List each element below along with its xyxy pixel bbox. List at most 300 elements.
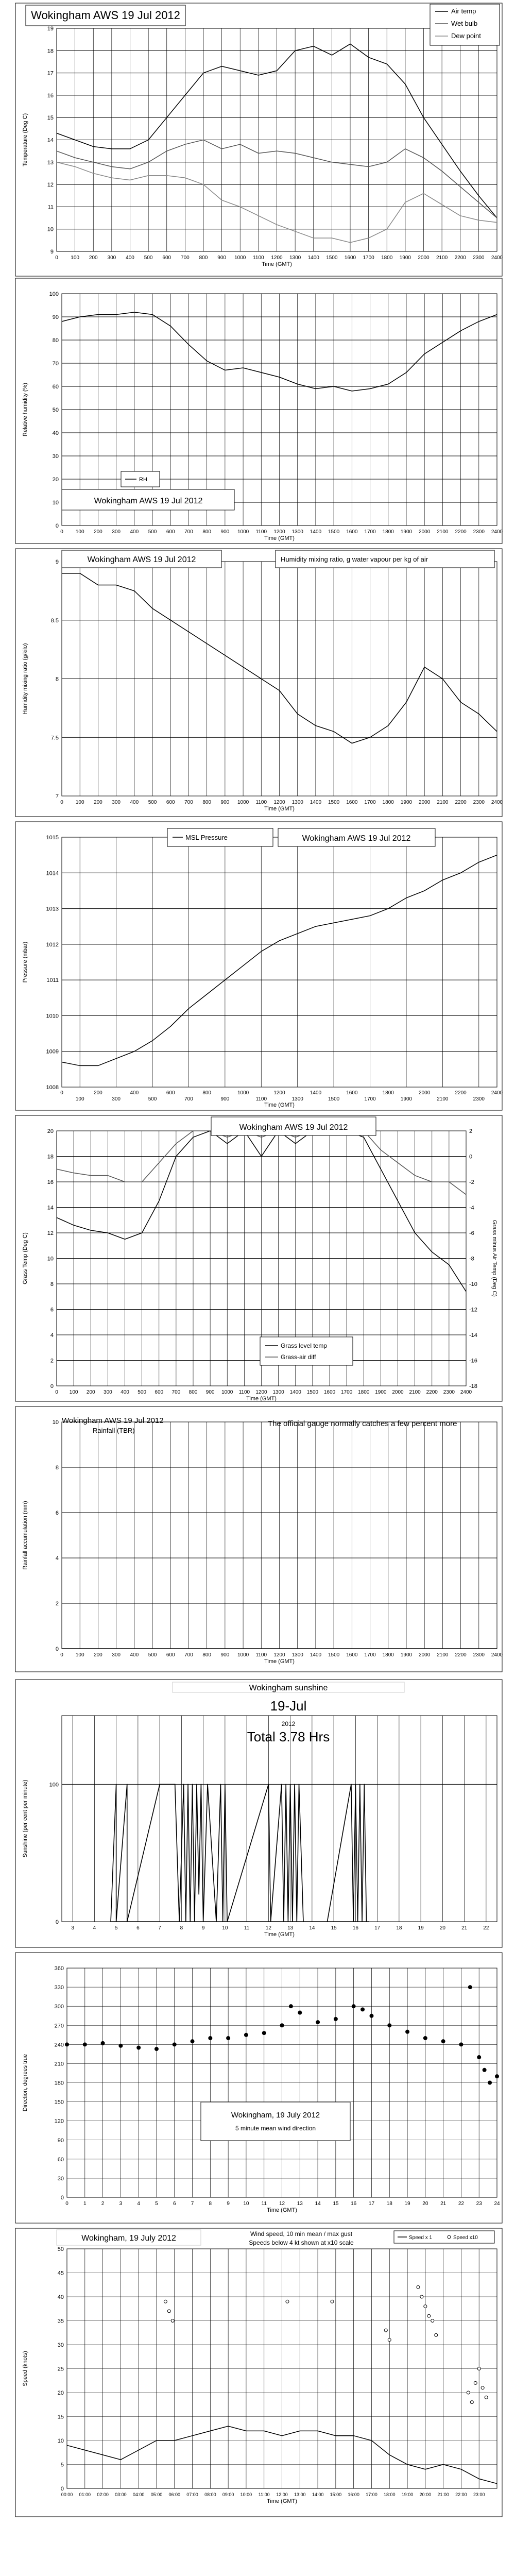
y-tick-label: 50 <box>52 407 59 413</box>
data-point <box>431 2319 434 2323</box>
x-tick-label: 1400 <box>289 1389 301 1395</box>
x-tick-label: 23:00 <box>473 2492 485 2497</box>
chart-subtitle: Wind speed, 10 min mean / max gust <box>250 2230 353 2238</box>
legend-entry: Dew point <box>451 32 481 40</box>
x-tick-label: 800 <box>188 1389 198 1395</box>
data-point <box>467 2391 470 2394</box>
x-tick-label: 19:00 <box>401 2492 414 2497</box>
data-point <box>285 1784 286 1785</box>
x-tick-label: 1200 <box>273 800 285 805</box>
data-point <box>366 1921 367 1922</box>
x-tick-label: 200 <box>94 1090 102 1096</box>
x-tick-label: 2200 <box>454 255 466 261</box>
data-point <box>268 1784 269 1785</box>
data-point <box>244 2033 248 2037</box>
x-tick-label: 3 <box>119 2201 123 2207</box>
x-tick-label: 2400 <box>491 1090 503 1096</box>
y-tick-label: 8.5 <box>50 617 59 624</box>
y-tick-label: 1015 <box>46 835 59 841</box>
y-tick-label: 240 <box>54 2042 64 2048</box>
y-tick-label: 13 <box>47 159 54 166</box>
x-tick-label: 1000 <box>237 800 249 805</box>
y-tick-label: 45 <box>57 2270 64 2277</box>
legend-entry: Grass-air diff <box>281 1353 316 1361</box>
x-tick-label: 1300 <box>291 1096 303 1102</box>
y2-tick-label: 2 <box>469 1128 473 1134</box>
x-tick-label: 700 <box>184 1652 193 1658</box>
data-point <box>481 2386 484 2389</box>
x-axis-label: Time (GMT) <box>262 261 292 267</box>
x-tick-label: 1700 <box>341 1389 353 1395</box>
x-tick-label: 1700 <box>364 1096 376 1102</box>
x-tick-label: 1700 <box>364 529 376 535</box>
x-tick-label: 700 <box>171 1389 181 1395</box>
data-point <box>187 1784 188 1785</box>
y-tick-label: 1009 <box>46 1048 59 1055</box>
y-tick-label: 40 <box>52 430 59 436</box>
x-tick-label: 17 <box>374 1925 381 1931</box>
plot-area <box>62 837 497 1087</box>
data-point <box>227 2036 230 2040</box>
x-tick-label: 300 <box>112 1096 121 1102</box>
x-axis-label: Time (GMT) <box>264 1658 295 1665</box>
x-tick-label: 1500 <box>328 1652 340 1658</box>
x-tick-label: 3 <box>71 1925 74 1931</box>
data-point <box>190 1921 191 1922</box>
data-point <box>175 1784 176 1785</box>
x-tick-label: 9 <box>227 2201 230 2207</box>
x-tick-label: 1100 <box>238 1389 250 1395</box>
y-tick-label: 14 <box>47 137 54 144</box>
data-point <box>459 2043 463 2046</box>
x-tick-label: 100 <box>75 529 84 535</box>
y-tick-label: 4 <box>55 1555 59 1562</box>
x-tick-label: 1000 <box>234 255 246 261</box>
x-tick-label: 600 <box>166 529 175 535</box>
x-tick-label: 1400 <box>310 529 322 535</box>
chart-panel-1 <box>15 3 503 276</box>
x-tick-label: 4 <box>93 1925 96 1931</box>
y-tick-label: 7.5 <box>50 735 59 741</box>
x-tick-label: 2400 <box>491 529 503 535</box>
x-tick-label: 19 <box>404 2201 410 2207</box>
chart-panel-6 <box>15 1406 503 1672</box>
x-tick-label: 200 <box>86 1389 95 1395</box>
x-tick-label: 1600 <box>346 529 358 535</box>
x-tick-label: 2200 <box>426 1389 438 1395</box>
data-point <box>198 1894 199 1895</box>
y-tick-label: 100 <box>49 291 59 297</box>
data-point <box>119 2044 123 2047</box>
x-tick-label: 300 <box>112 529 121 535</box>
y-tick-label: 50 <box>57 2246 64 2252</box>
x-tick-label: 24 <box>494 2201 500 2207</box>
x-tick-label: 22 <box>458 2201 464 2207</box>
x-tick-label: 8 <box>180 1925 183 1931</box>
data-point <box>298 2011 302 2014</box>
y2-axis-label: Grass minus Air Temp (Deg C) <box>491 1220 497 1297</box>
y-tick-label: 60 <box>52 384 59 390</box>
x-axis-label: Time (GMT) <box>264 1931 295 1938</box>
chart-panel-2 <box>15 278 503 544</box>
x-tick-label: 1700 <box>364 800 376 805</box>
x-tick-label: 1800 <box>382 1090 394 1096</box>
x-tick-label: 1500 <box>328 529 340 535</box>
y-axis-label: Rainfall accumulation (mm) <box>22 1501 28 1570</box>
y-tick-label: 1013 <box>46 906 59 912</box>
y-tick-label: 14 <box>47 1205 54 1211</box>
legend-box <box>260 1337 353 1365</box>
y2-tick-label: -6 <box>469 1230 474 1236</box>
y-tick-label: 100 <box>49 1782 59 1788</box>
data-point <box>65 2043 69 2046</box>
data-point <box>288 1921 289 1922</box>
data-point <box>83 2043 87 2046</box>
y-tick-label: 16 <box>47 1179 54 1185</box>
data-point <box>441 2040 445 2043</box>
data-point <box>207 1784 208 1785</box>
chart-title: Wokingham AWS 19 Jul 2012 <box>94 497 203 505</box>
data-point <box>154 2047 158 2050</box>
data-point <box>384 2329 387 2332</box>
x-axis-label: Time (GMT) <box>264 806 295 812</box>
chart-panel-9 <box>15 2228 502 2517</box>
x-tick-label: 18 <box>386 2201 392 2207</box>
y-tick-label: 30 <box>57 2342 64 2348</box>
x-tick-label: 100 <box>75 1652 84 1658</box>
data-point <box>179 1921 180 1922</box>
y-tick-label: 25 <box>57 2366 64 2372</box>
x-tick-label: 400 <box>130 1652 139 1658</box>
y-tick-label: 300 <box>54 2004 64 2010</box>
data-point <box>477 2056 481 2059</box>
y-tick-label: 8 <box>50 1281 54 1287</box>
y-tick-label: 1010 <box>46 1013 59 1020</box>
y-tick-label: 8 <box>55 1465 59 1471</box>
chart-note: The official gauge normally catches a few percent more <box>268 1419 457 1428</box>
y-tick-label: 5 <box>60 2462 64 2468</box>
y-tick-label: 12 <box>47 1230 54 1236</box>
x-tick-label: 2400 <box>491 800 503 805</box>
x-tick-label: 2400 <box>460 1389 472 1395</box>
data-point <box>474 2381 477 2384</box>
x-tick-label: 2300 <box>473 255 485 261</box>
y2-tick-label: -16 <box>469 1358 477 1364</box>
x-tick-label: 02:00 <box>97 2492 109 2497</box>
x-tick-label: 900 <box>220 1096 230 1102</box>
x-tick-label: 100 <box>75 1096 84 1102</box>
y-tick-label: 20 <box>52 477 59 483</box>
legend-entry: Speed x 1 <box>409 2235 433 2241</box>
chart-title: Wokingham, 19 July 2012 <box>231 2111 320 2120</box>
data-point <box>485 2396 488 2399</box>
y-tick-label: 0 <box>55 1646 59 1652</box>
data-point <box>355 1784 356 1785</box>
x-tick-label: 11 <box>244 1925 250 1931</box>
x-tick-label: 1800 <box>381 255 393 261</box>
y-tick-label: 9 <box>55 559 59 565</box>
x-tick-label: 19 <box>418 1925 424 1931</box>
x-tick-label: 1000 <box>237 529 249 535</box>
y-axis-label: Grass Temp (Deg C) <box>22 1232 28 1284</box>
x-tick-label: 1500 <box>306 1389 318 1395</box>
x-tick-label: 500 <box>138 1389 146 1395</box>
y-tick-label: 10 <box>57 2438 64 2444</box>
data-point <box>191 2040 194 2043</box>
x-tick-label: 16:00 <box>348 2492 359 2497</box>
data-point <box>406 2030 409 2033</box>
x-tick-label: 1400 <box>310 1652 322 1658</box>
x-tick-label: 1400 <box>310 800 322 805</box>
data-point <box>192 1784 193 1785</box>
y2-tick-label: -14 <box>469 1332 477 1338</box>
legend-entry: MSL Pressure <box>185 834 228 841</box>
y-tick-label: 0 <box>60 2195 64 2201</box>
x-tick-label: 23 <box>476 2201 482 2207</box>
y-tick-label: 90 <box>52 314 59 320</box>
sunshine-year: 2012 <box>281 1720 296 1727</box>
y-tick-label: 180 <box>54 2080 64 2087</box>
x-tick-label: 10:00 <box>240 2492 252 2497</box>
x-tick-label: 21 <box>440 2201 447 2207</box>
x-tick-label: 15 <box>333 2201 339 2207</box>
sunshine-total: Total 3.78 Hrs <box>247 1729 330 1744</box>
x-tick-label: 800 <box>202 1090 212 1096</box>
data-point <box>292 1921 293 1922</box>
x-tick-label: 20:00 <box>419 2492 432 2497</box>
chart-panel-5 <box>15 1115 502 1402</box>
data-point <box>316 2021 320 2024</box>
x-tick-label: 06:00 <box>168 2492 181 2497</box>
x-tick-label: 700 <box>181 255 190 261</box>
y-tick-label: 7 <box>55 793 59 800</box>
sunshine-date: 19-Jul <box>270 1698 307 1714</box>
x-tick-label: 2300 <box>473 1652 485 1658</box>
data-point <box>370 2014 373 2018</box>
x-tick-label: 1500 <box>328 800 340 805</box>
x-tick-label: 2100 <box>437 1652 449 1658</box>
y-tick-label: 6 <box>50 1307 54 1313</box>
x-tick-label: 1400 <box>310 1090 322 1096</box>
x-tick-label: 8 <box>209 2201 212 2207</box>
y-tick-label: 11 <box>47 204 54 211</box>
x-tick-label: 2400 <box>491 1652 503 1658</box>
y-tick-label: 30 <box>52 453 59 460</box>
data-point <box>283 1921 284 1922</box>
data-point <box>116 1784 117 1785</box>
data-point <box>388 2024 391 2027</box>
x-tick-label: 2 <box>101 2201 105 2207</box>
legend-swatch <box>448 2235 451 2239</box>
y-tick-label: 20 <box>57 2390 64 2396</box>
x-tick-label: 1800 <box>382 1652 394 1658</box>
x-tick-label: 05:00 <box>150 2492 163 2497</box>
legend-entry: Speed x10 <box>453 2235 478 2241</box>
x-tick-label: 1100 <box>255 800 267 805</box>
x-tick-label: 6 <box>173 2201 176 2207</box>
y-tick-label: 0 <box>60 2486 64 2492</box>
y2-tick-label: -18 <box>469 1383 477 1389</box>
x-tick-label: 300 <box>112 1652 121 1658</box>
y-tick-label: 1011 <box>46 977 59 984</box>
data-point <box>388 2338 391 2342</box>
x-tick-label: 2200 <box>455 1090 467 1096</box>
data-point <box>185 1921 186 1922</box>
y-axis-label: Humidity mixing ratio (g/kilo) <box>22 643 28 715</box>
x-tick-label: 1300 <box>291 800 303 805</box>
x-axis-label: Time (GMT) <box>267 2498 297 2504</box>
data-point <box>290 1784 291 1785</box>
x-tick-label: 100 <box>71 255 79 261</box>
x-tick-label: 1800 <box>382 800 394 805</box>
chart-panel-3 <box>15 549 503 817</box>
data-point <box>201 1784 202 1785</box>
x-tick-label: 2300 <box>473 800 485 805</box>
x-tick-label: 600 <box>166 800 175 805</box>
x-tick-label: 2000 <box>419 529 431 535</box>
data-point <box>127 1921 128 1922</box>
x-tick-label: 1900 <box>375 1389 387 1395</box>
x-tick-label: 5 <box>155 2201 158 2207</box>
y-tick-label: 18 <box>47 48 54 55</box>
x-tick-label: 400 <box>121 1389 129 1395</box>
y-tick-label: 18 <box>47 1154 54 1160</box>
x-tick-label: 20 <box>422 2201 428 2207</box>
x-tick-label: 10 <box>222 1925 228 1931</box>
legend-entry: Humidity mixing ratio, g water vapour per kg of air <box>281 555 428 563</box>
chart-panel-4 <box>15 822 503 1110</box>
data-point <box>209 2036 212 2040</box>
x-tick-label: 200 <box>89 255 98 261</box>
x-tick-label: 500 <box>148 1096 157 1102</box>
y-tick-label: 12 <box>47 182 54 189</box>
y-tick-label: 35 <box>57 2318 64 2325</box>
legend-entry: RH <box>139 477 147 483</box>
data-point <box>294 1784 295 1785</box>
y-tick-label: 20 <box>47 1128 54 1134</box>
x-tick-label: 2200 <box>455 800 467 805</box>
x-tick-label: 1200 <box>273 1652 285 1658</box>
data-point <box>194 1921 195 1922</box>
x-tick-label: 800 <box>202 800 212 805</box>
x-tick-label: 04:00 <box>132 2492 145 2497</box>
y-tick-label: 150 <box>54 2099 64 2106</box>
x-tick-label: 800 <box>199 255 208 261</box>
data-point <box>270 1921 271 1922</box>
y-tick-label: 270 <box>54 2023 64 2029</box>
data-point <box>220 1784 221 1785</box>
x-tick-label: 1600 <box>346 1090 358 1096</box>
chart-note: Speeds below 4 kt shown at x10 scale <box>249 2239 354 2246</box>
legend-entry: Grass level temp <box>281 1342 328 1349</box>
x-tick-label: 2200 <box>455 1652 467 1658</box>
x-tick-label: 0 <box>65 2201 68 2207</box>
x-tick-label: 1300 <box>291 529 303 535</box>
chart-title: Wokingham AWS 19 Jul 2012 <box>62 1416 164 1425</box>
x-tick-label: 01:00 <box>79 2492 91 2497</box>
x-tick-label: 800 <box>202 529 212 535</box>
data-point <box>196 1784 197 1785</box>
x-tick-label: 0 <box>55 1389 58 1395</box>
data-point <box>203 1921 204 1922</box>
data-point <box>171 2319 174 2323</box>
x-tick-label: 2200 <box>455 529 467 535</box>
y-tick-label: 4 <box>50 1332 54 1338</box>
x-tick-label: 12:00 <box>276 2492 288 2497</box>
chart-title: Wokingham AWS 19 Jul 2012 <box>239 1123 348 1132</box>
x-tick-label: 2000 <box>419 800 431 805</box>
data-point <box>331 2300 334 2303</box>
data-point <box>227 1921 228 1922</box>
x-tick-label: 200 <box>94 800 102 805</box>
data-point <box>483 2068 486 2072</box>
y-tick-label: 330 <box>54 1985 64 1991</box>
x-tick-label: 1200 <box>273 1090 285 1096</box>
x-tick-label: 1200 <box>255 1389 267 1395</box>
data-point <box>262 2031 266 2035</box>
title-box <box>201 2102 350 2141</box>
y-tick-label: 30 <box>57 2175 64 2182</box>
x-tick-label: 1300 <box>291 1652 303 1658</box>
y-tick-label: 210 <box>54 2061 64 2067</box>
y-axis-label: Pressure (mbar) <box>22 941 28 983</box>
x-tick-label: 12 <box>279 2201 285 2207</box>
x-tick-label: 1900 <box>400 529 413 535</box>
x-tick-label: 200 <box>94 1652 102 1658</box>
x-tick-label: 100 <box>69 1389 78 1395</box>
x-tick-label: 400 <box>126 255 134 261</box>
x-tick-label: 200 <box>94 529 102 535</box>
x-tick-label: 500 <box>148 800 157 805</box>
data-point <box>352 2005 355 2008</box>
y-tick-label: 15 <box>57 2414 64 2420</box>
chart-title: Wokingham AWS 19 Jul 2012 <box>87 555 196 564</box>
x-tick-label: 1100 <box>255 1096 267 1102</box>
chart-title: Wokingham AWS 19 Jul 2012 <box>31 9 180 22</box>
x-tick-label: 1300 <box>272 1389 284 1395</box>
y-tick-label: 0 <box>55 1919 59 1925</box>
x-axis-label: Time (GMT) <box>246 1396 277 1402</box>
y-tick-label: 80 <box>52 337 59 344</box>
y-tick-label: 1008 <box>46 1084 59 1091</box>
x-tick-label: 1700 <box>364 1652 376 1658</box>
y-tick-label: 2 <box>55 1601 59 1607</box>
y-tick-label: 15 <box>47 115 54 122</box>
data-point <box>286 2300 289 2303</box>
data-point <box>167 2310 170 2313</box>
x-tick-label: 0 <box>55 255 58 261</box>
x-tick-label: 2000 <box>418 255 430 261</box>
data-point <box>353 1921 354 1922</box>
x-tick-label: 1800 <box>382 529 394 535</box>
data-point <box>116 1921 117 1922</box>
x-tick-label: 22:00 <box>455 2492 467 2497</box>
y-tick-label: 10 <box>52 1419 59 1426</box>
y-tick-label: 17 <box>47 70 54 77</box>
x-tick-label: 900 <box>220 529 230 535</box>
x-tick-label: 700 <box>184 800 193 805</box>
x-tick-label: 16 <box>352 1925 358 1931</box>
x-tick-label: 800 <box>202 1652 212 1658</box>
y-tick-label: 10 <box>47 1256 54 1262</box>
y-tick-label: 10 <box>52 500 59 506</box>
x-tick-label: 9 <box>201 1925 205 1931</box>
y2-tick-label: -8 <box>469 1256 474 1262</box>
legend-entry: Wet bulb <box>451 20 478 27</box>
data-point <box>299 1784 300 1785</box>
data-point <box>495 2075 499 2078</box>
chart-title: Wokingham, 19 July 2012 <box>81 2234 176 2243</box>
